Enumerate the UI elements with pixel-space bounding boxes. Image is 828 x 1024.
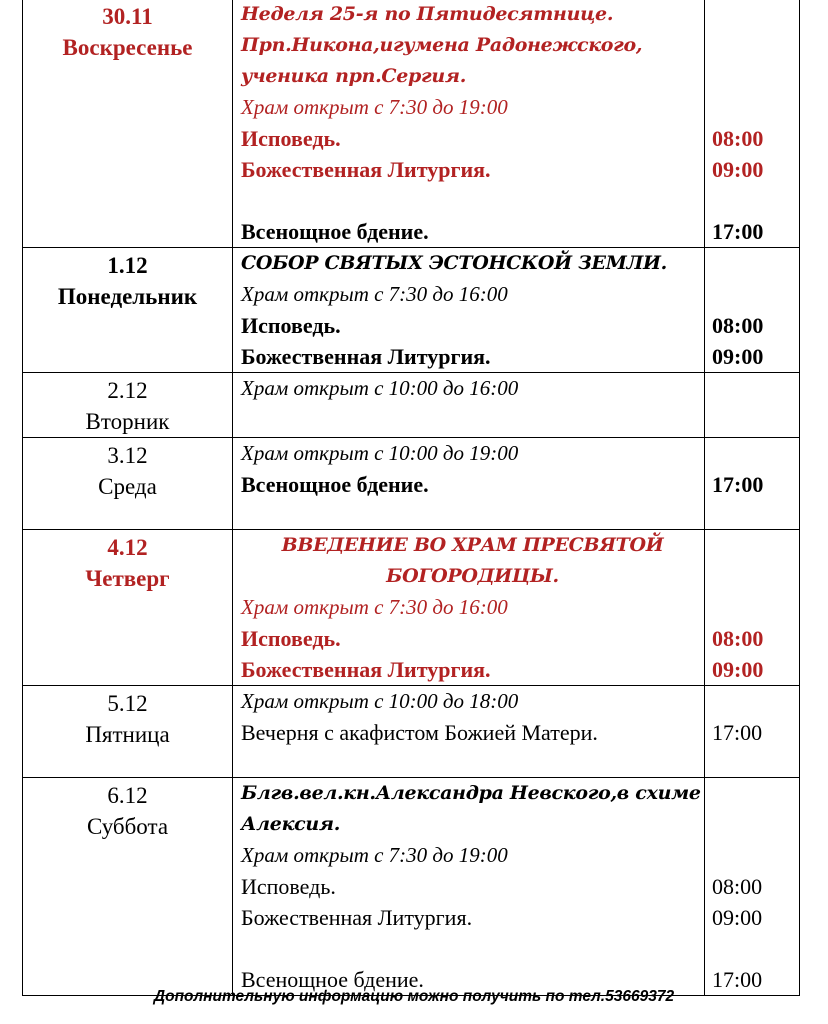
day-date: 4.12	[107, 535, 148, 560]
times-cell	[705, 248, 800, 373]
day-date: 6.12	[107, 783, 148, 808]
service-time: 08:00	[712, 126, 764, 151]
open-hours: Храм открыт с 10:00 до 16:00	[241, 376, 519, 400]
day-row-30-11	[23, 0, 800, 248]
service-name: Вечерня с акафистом Божией Матери.	[241, 720, 598, 745]
service-time: 08:00	[712, 874, 763, 899]
service-time: 09:00	[712, 657, 764, 682]
times-cell	[705, 530, 800, 686]
service-name: Божественная Литургия.	[241, 344, 491, 369]
service-time: 17:00	[712, 472, 764, 497]
service-name: Исповедь.	[241, 313, 341, 338]
day-weekday: Суббота	[86, 814, 169, 839]
service-name: Всенощное бдение.	[241, 967, 424, 992]
day-weekday: Понедельник	[57, 284, 198, 309]
day-row-1-12	[23, 248, 800, 373]
day-row-6-12	[23, 778, 800, 996]
service-time: 17:00	[712, 720, 763, 745]
service-time: 09:00	[712, 344, 764, 369]
footer-contact: Дополнительную информацию можно получить по тел.53669372	[153, 988, 675, 1005]
schedule-table	[22, 0, 800, 996]
day-cell	[23, 248, 233, 373]
service-name: Божественная Литургия.	[241, 157, 491, 182]
service-name: Исповедь.	[241, 126, 341, 151]
feast-line: БОГОРОДИЦЫ.	[386, 565, 559, 587]
day-weekday: Вторник	[85, 409, 170, 434]
day-cell	[23, 530, 233, 686]
service-name: Всенощное бдение.	[241, 219, 429, 244]
events-cell	[233, 686, 705, 778]
day-row-3-12	[23, 438, 800, 530]
day-cell	[23, 0, 233, 248]
day-row-4-12	[23, 530, 800, 686]
day-weekday: Воскресенье	[62, 35, 193, 60]
service-time: 09:00	[712, 157, 764, 182]
day-row-2-12	[23, 373, 800, 438]
open-hours: Храм открыт с 7:30 до 19:00	[241, 843, 508, 867]
events-cell	[233, 530, 705, 686]
times-cell	[705, 778, 800, 996]
service-name: Божественная Литургия.	[241, 657, 491, 682]
day-weekday: Четверг	[85, 566, 170, 591]
day-cell	[23, 778, 233, 996]
day-date: 3.12	[107, 443, 148, 468]
events-cell	[233, 0, 705, 248]
service-time: 17:00	[712, 967, 763, 992]
service-time: 09:00	[712, 905, 763, 930]
day-cell	[23, 438, 233, 530]
service-time: 08:00	[712, 313, 764, 338]
open-hours: Храм открыт с 7:30 до 16:00	[241, 595, 508, 619]
day-weekday: Среда	[98, 474, 157, 499]
feast-line: Прп.Никона,игумена Радонежского,	[241, 34, 643, 56]
times-cell	[705, 373, 800, 438]
times-cell	[705, 438, 800, 530]
day-weekday: Пятница	[85, 722, 170, 747]
day-cell	[23, 373, 233, 438]
feast-line: Блгв.вел.кн.Александра Невского,в схиме	[241, 782, 701, 804]
day-date: 1.12	[107, 253, 148, 278]
events-cell	[233, 438, 705, 530]
feast-line: СОБОР СВЯТЫХ ЭСТОНСКОЙ ЗЕМЛИ.	[241, 252, 667, 274]
events-cell	[233, 248, 705, 373]
feast-line: ученика прп.Сергия.	[241, 65, 467, 87]
open-hours: Храм открыт с 7:30 до 19:00	[241, 95, 508, 119]
feast-line: ВВЕДЕНИЕ ВО ХРАМ ПРЕСВЯТОЙ	[281, 534, 664, 556]
feast-line: Неделя 25-я по Пятидесятнице.	[241, 3, 614, 25]
events-cell	[233, 778, 705, 996]
service-time: 17:00	[712, 219, 764, 244]
day-row-5-12	[23, 686, 800, 778]
day-date: 30.11	[102, 4, 153, 29]
day-date: 2.12	[107, 378, 148, 403]
open-hours: Храм открыт с 10:00 до 19:00	[241, 441, 519, 465]
service-name: Исповедь.	[241, 874, 336, 899]
service-name: Божественная Литургия.	[241, 905, 473, 930]
open-hours: Храм открыт с 7:30 до 16:00	[241, 282, 508, 306]
open-hours: Храм открыт с 10:00 до 18:00	[241, 689, 519, 713]
feast-line: Алексия.	[241, 813, 341, 835]
service-name: Исповедь.	[241, 626, 341, 651]
day-date: 5.12	[107, 691, 148, 716]
times-cell	[705, 686, 800, 778]
service-time: 08:00	[712, 626, 764, 651]
events-cell	[233, 373, 705, 438]
service-name: Всенощное бдение.	[241, 472, 429, 497]
day-cell	[23, 686, 233, 778]
times-cell	[705, 0, 800, 248]
